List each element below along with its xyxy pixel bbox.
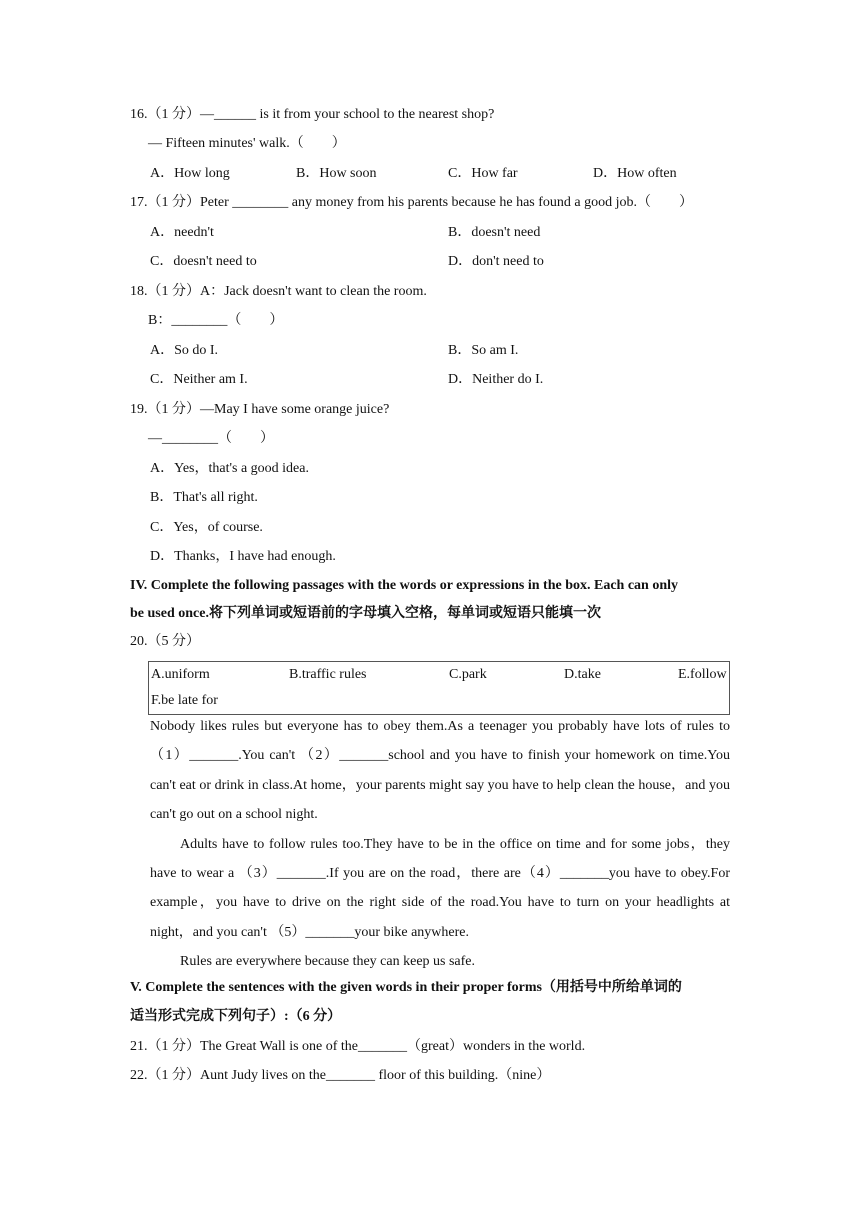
- passage-paragraph-3: Rules are everywhere because they can keep us safe.: [180, 954, 476, 970]
- word-box: [148, 661, 730, 715]
- question-18-option-a[interactable]: A．So do I.: [150, 343, 219, 358]
- question-16-reply: — Fifteen minutes' walk.（ ）: [148, 136, 346, 151]
- word-box-item: E.follow: [678, 667, 727, 682]
- word-box-item: A.uniform: [151, 667, 210, 682]
- word-box-item: F.be late for: [151, 693, 218, 708]
- question-19-option-b[interactable]: B．That's all right.: [150, 490, 258, 505]
- question-18-option-c[interactable]: C．Neither am I.: [150, 372, 248, 387]
- word-box-item: C.park: [449, 667, 487, 682]
- question-20-label: 20.（5 分）: [130, 634, 200, 649]
- passage-paragraph-2: Adults have to follow rules too.They have to be in the office on time and for some jobs，they have to wear a （3）_______.If you are on the road，there are（4）_______you have to obey.For example，you have to drive on the right side of the road.You have to turn on your headlights at night，and you can't （5）_______your bike anywhere.: [150, 836, 730, 940]
- passage: [150, 712, 730, 977]
- question-17-stem: 17.（1 分）Peter ________ any money from his parents because he has found a good job.（ ）: [130, 195, 694, 210]
- question-17-option-d[interactable]: D．don't need to: [448, 254, 544, 269]
- question-19-option-c[interactable]: C．Yes，of course.: [150, 520, 263, 535]
- question-16-option-a[interactable]: A．How long: [150, 166, 230, 181]
- section-5-heading-line-2: 适当形式完成下列句子）:（6 分）: [130, 1009, 342, 1024]
- question-18-option-d[interactable]: D．Neither do I.: [448, 372, 544, 387]
- question-16-option-c[interactable]: C．How far: [448, 166, 518, 181]
- word-box-item: B.traffic rules: [289, 667, 367, 682]
- question-19-reply: —________（ ）: [148, 431, 274, 446]
- question-18-option-b[interactable]: B．So am I.: [448, 343, 519, 358]
- question-17-option-a[interactable]: A．needn't: [150, 225, 214, 240]
- question-17-option-b[interactable]: B．doesn't need: [448, 225, 541, 240]
- section-5-heading-line-1: V. Complete the sentences with the given words in their proper forms（用括号中所给单词的: [130, 980, 682, 995]
- section-4-heading-line-2: be used once.将下列单词或短语前的字母填入空格，每单词或短语只能填一次: [130, 606, 601, 621]
- word-box-item: D.take: [564, 667, 601, 682]
- section-4-heading-line-1: IV. Complete the following passages with the words or expressions in the box. Each can only: [130, 578, 678, 593]
- question-19-option-d[interactable]: D．Thanks，I have had enough.: [150, 549, 336, 564]
- question-16-stem: 16.（1 分）—______ is it from your school to the nearest shop?: [130, 107, 495, 122]
- question-18-stem: 18.（1 分）A：Jack doesn't want to clean the room.: [130, 284, 427, 299]
- passage-paragraph-1: Nobody likes rules but everyone has to obey them.As a teenager you probably have lots of rules to （1）_______.You can't （2）_______school and you have to finish your homework on time.You can't eat or drink in class.At home，your parents might say you have to help clean the house，and you can't go out on a school night.: [150, 719, 730, 823]
- question-21: 21.（1 分）The Great Wall is one of the_______（great）wonders in the world.: [130, 1039, 586, 1054]
- question-16-option-d[interactable]: D．How often: [593, 166, 677, 181]
- question-16-option-b[interactable]: B．How soon: [296, 166, 377, 181]
- question-22: 22.（1 分）Aunt Judy lives on the_______ floor of this building.（nine）: [130, 1068, 551, 1083]
- question-18-reply: B：________（ ）: [148, 313, 284, 328]
- question-19-stem: 19.（1 分）—May I have some orange juice?: [130, 402, 390, 417]
- question-19-option-a[interactable]: A．Yes，that's a good idea.: [150, 461, 309, 476]
- question-17-option-c[interactable]: C．doesn't need to: [150, 254, 257, 269]
